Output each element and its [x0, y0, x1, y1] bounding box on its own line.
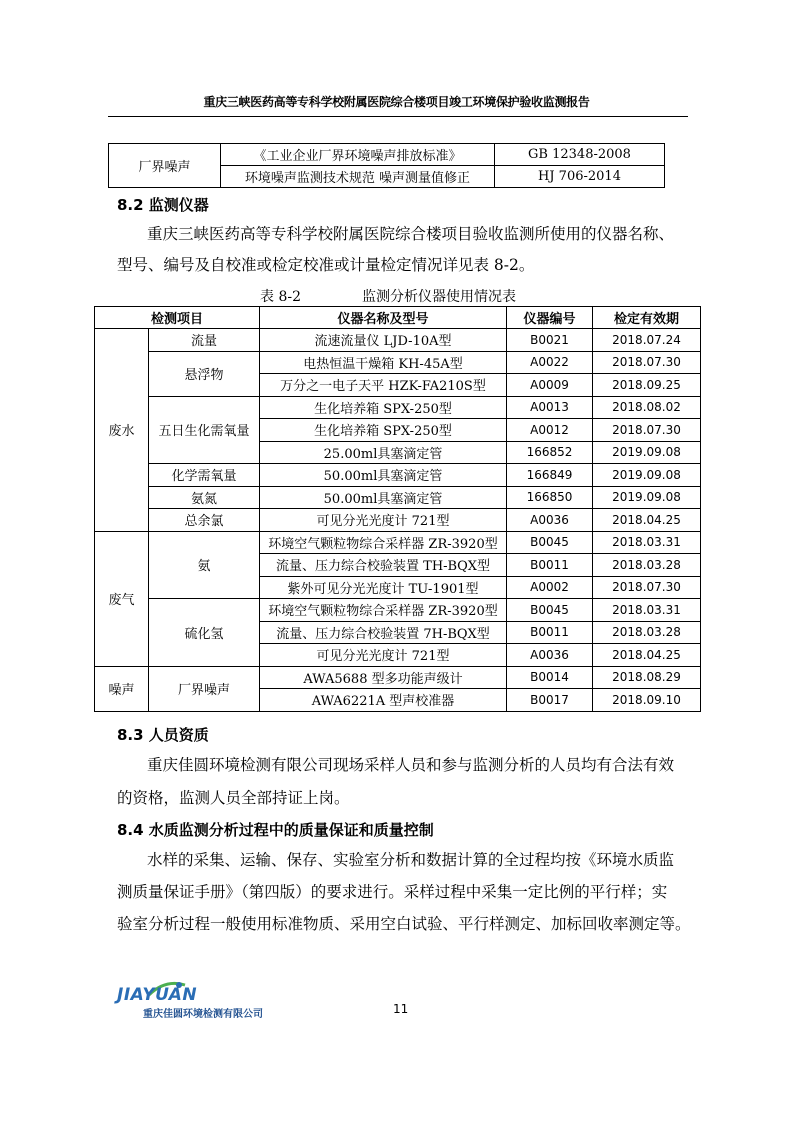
code-cell: A0012 — [507, 419, 593, 442]
table-caption-number: 表 8-2 — [260, 289, 301, 305]
instrument-cell: 流量、压力综合校验装置 7H-BQX型 — [260, 621, 507, 644]
instrument-cell: AWA6221A 型声校准器 — [260, 689, 507, 712]
date-cell: 2018.07.24 — [593, 329, 701, 352]
table-row — [95, 329, 701, 352]
date-cell: 2018.08.29 — [593, 666, 701, 689]
paragraph-line: 的资格，监测人员全部持证上岗。 — [117, 789, 350, 807]
section-heading-8-2: 8.2 监测仪器 — [117, 196, 209, 214]
date-cell: 2018.03.31 — [593, 599, 701, 622]
date-cell: 2018.09.25 — [593, 374, 701, 397]
date-cell: 2018.09.10 — [593, 689, 701, 712]
instrument-cell: 可见分光光度计 721型 — [260, 644, 507, 667]
code-cell: A0036 — [507, 644, 593, 667]
code-cell: A0002 — [507, 576, 593, 599]
table-caption-title: 监测分析仪器使用情况表 — [362, 289, 516, 305]
table-row — [95, 396, 701, 419]
column-header: 仪器编号 — [507, 307, 593, 329]
paragraph-line: 水样的采集、运输、保存、实验室分析和数据计算的全过程均按《环境水质监 — [147, 851, 675, 869]
item-cell: 五日生化需氧量 — [149, 396, 260, 464]
section-heading-8-4: 8.4 水质监测分析过程中的质量保证和质量控制 — [117, 821, 434, 839]
code-cell: 166852 — [507, 441, 593, 464]
item-cell: 总余氯 — [149, 509, 260, 532]
column-header: 检测项目 — [95, 307, 260, 329]
column-header: 仪器名称及型号 — [260, 307, 507, 329]
item-cell: 氨氮 — [149, 486, 260, 509]
standard-code: HJ 706-2014 — [495, 166, 665, 188]
instrument-table — [94, 306, 701, 712]
item-cell: 化学需氧量 — [149, 464, 260, 487]
code-cell: A0022 — [507, 351, 593, 374]
code-cell: A0013 — [507, 396, 593, 419]
paragraph-line: 测质量保证手册》（第四版）的要求进行。采样过程中采集一定比例的平行样；实 — [117, 883, 668, 901]
instrument-cell: 25.00ml具塞滴定管 — [260, 441, 507, 464]
table-row — [95, 531, 701, 554]
company-logo — [117, 981, 277, 1019]
page-number: 11 — [393, 1002, 409, 1016]
date-cell: 2018.03.28 — [593, 621, 701, 644]
paragraph-line: 型号、编号及自校准或检定校准或计量检定情况详见表 8-2。 — [117, 256, 535, 274]
item-cell: 硫化氢 — [149, 599, 260, 667]
code-cell: B0017 — [507, 689, 593, 712]
section-heading-8-3: 8.3 人员资质 — [117, 726, 209, 744]
standards-table — [108, 143, 665, 188]
code-cell: 166850 — [507, 486, 593, 509]
item-cell: 厂界噪声 — [149, 666, 260, 711]
standard-code: GB 12348-2008 — [495, 144, 665, 166]
instrument-cell: 电热恒温干燥箱 KH-45A型 — [260, 351, 507, 374]
date-cell: 2018.04.25 — [593, 644, 701, 667]
group-cell: 废气 — [95, 531, 149, 666]
code-cell: A0009 — [507, 374, 593, 397]
instrument-cell: 生化培养箱 SPX-250型 — [260, 419, 507, 442]
instrument-cell: 生化培养箱 SPX-250型 — [260, 396, 507, 419]
code-cell: A0036 — [507, 509, 593, 532]
item-cell: 流量 — [149, 329, 260, 352]
table-row — [95, 464, 701, 487]
instrument-cell: 50.00ml具塞滴定管 — [260, 486, 507, 509]
item-cell: 氨 — [149, 531, 260, 599]
table-row — [95, 509, 701, 532]
instrument-cell: 环境空气颗粒物综合采样器 ZR-3920型 — [260, 531, 507, 554]
date-cell: 2018.03.28 — [593, 554, 701, 577]
table-row — [95, 486, 701, 509]
date-cell: 2019.09.08 — [593, 464, 701, 487]
table-header-row — [95, 307, 701, 329]
code-cell: B0011 — [507, 554, 593, 577]
code-cell: 166849 — [507, 464, 593, 487]
instrument-cell: 紫外可见分光光度计 TU-1901型 — [260, 576, 507, 599]
date-cell: 2018.03.31 — [593, 531, 701, 554]
table-row — [95, 351, 701, 374]
table-row — [95, 666, 701, 689]
instrument-cell: 流量、压力综合校验装置 TH-BQX型 — [260, 554, 507, 577]
instrument-cell: 万分之一电子天平 HZK-FA210S型 — [260, 374, 507, 397]
standard-name: 《工业企业厂界环境噪声排放标准》 — [221, 144, 495, 166]
standard-name: 环境噪声监测技术规范 噪声测量值修正 — [221, 166, 495, 188]
date-cell: 2018.07.30 — [593, 419, 701, 442]
table-row — [95, 599, 701, 622]
code-cell: B0011 — [507, 621, 593, 644]
date-cell: 2019.09.08 — [593, 441, 701, 464]
header-divider — [108, 116, 688, 117]
page-header-title: 重庆三峡医药高等专科学校附属医院综合楼项目竣工环境保护验收监测报告 — [203, 95, 590, 109]
paragraph-line: 重庆三峡医药高等专科学校附属医院综合楼项目验收监测所使用的仪器名称、 — [147, 225, 675, 243]
column-header: 检定有效期 — [593, 307, 701, 329]
group-cell: 噪声 — [95, 666, 149, 711]
code-cell: B0014 — [507, 666, 593, 689]
table-row — [109, 144, 665, 166]
date-cell: 2019.09.08 — [593, 486, 701, 509]
logo-wordmark: JIAYUAN — [117, 985, 198, 1005]
code-cell: B0045 — [507, 531, 593, 554]
item-cell: 悬浮物 — [149, 351, 260, 396]
date-cell: 2018.04.25 — [593, 509, 701, 532]
paragraph-line: 重庆佳圆环境检测有限公司现场采样人员和参与监测分析的人员均有合法有效 — [147, 756, 675, 774]
date-cell: 2018.07.30 — [593, 351, 701, 374]
instrument-cell: 可见分光光度计 721型 — [260, 509, 507, 532]
company-name: 重庆佳圆环境检测有限公司 — [143, 1009, 263, 1020]
instrument-cell: 流速流量仪 LJD-10A型 — [260, 329, 507, 352]
date-cell: 2018.08.02 — [593, 396, 701, 419]
paragraph-line: 验室分析过程一般使用标准物质、采用空白试验、平行样测定、加标回收率测定等。 — [117, 915, 691, 933]
code-cell: B0021 — [507, 329, 593, 352]
instrument-cell: 环境空气颗粒物综合采样器 ZR-3920型 — [260, 599, 507, 622]
group-cell: 废水 — [95, 329, 149, 532]
code-cell: B0045 — [507, 599, 593, 622]
date-cell: 2018.07.30 — [593, 576, 701, 599]
instrument-cell: 50.00ml具塞滴定管 — [260, 464, 507, 487]
instrument-cell: AWA5688 型多功能声级计 — [260, 666, 507, 689]
standards-category: 厂界噪声 — [109, 144, 221, 188]
